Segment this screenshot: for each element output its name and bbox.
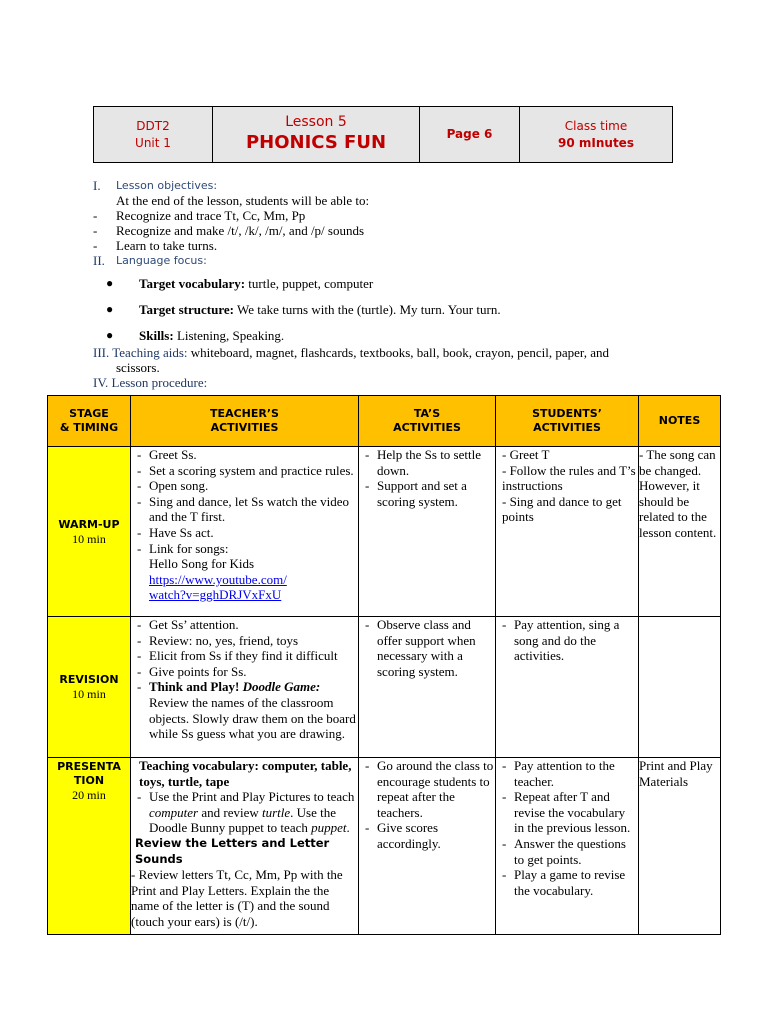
ta-activities-presentation: - Go around the class to encourage students to repeat after the teachers. - Give scores accordingly. xyxy=(359,758,496,935)
col-stage: STAGE & TIMING xyxy=(48,396,131,447)
bullet-icon: ● xyxy=(106,328,114,342)
header-class-time-value: 90 mInutes xyxy=(558,135,634,150)
teacher-activities-revision: - Get Ss’ attention. - Review: no, yes, friend, toys - Elicit from Ss if they find it difficult - Give points for Ss. - Think and Play! Doodle Game: Review the names of the classroom objects. Slowly draw them on the board while Ss guess what you are drawing. xyxy=(131,617,359,758)
stage-warmup: WARM-UP 10 min xyxy=(48,447,131,617)
notes-revision xyxy=(639,617,721,758)
col-notes: NOTES xyxy=(639,396,721,447)
students-activities-revision: - Pay attention, sing a song and do the activities. xyxy=(496,617,639,758)
song-link[interactable]: https://www.youtube.com/ watch?v=gghDRJVxFxU xyxy=(149,571,287,603)
header-title: PHONICS FUN xyxy=(245,132,387,153)
stage-revision: REVISION 10 min xyxy=(48,617,131,758)
section-4-title: IV. Lesson procedure: xyxy=(93,375,208,390)
col-students: STUDENTS’ ACTIVITIES xyxy=(496,396,639,447)
header-unit: Unit 1 xyxy=(135,135,171,150)
students-activities-presentation: - Pay attention to the teacher. - Repeat after T and revise the vocabulary in the previous lesson. - Answer the questions to get points. - Play a game to revise the vocabulary. xyxy=(496,758,639,935)
col-ta: TA’S ACTIVITIES xyxy=(359,396,496,447)
focus-structure: ● Target structure: We take turns with the (turtle). My turn. Your turn. xyxy=(106,302,501,317)
focus-skills: ● Skills: Listening, Speaking. xyxy=(106,328,285,343)
teacher-activities-warmup: - Greet Ss. - Set a scoring system and practice rules. - Open song. - Sing and dance, let Ss watch the video and the T first. - Have Ss act. - Link for songs: Hello Song for Kids https://www.youtube.com/ watch?v=gghDRJVxFxU xyxy=(131,447,359,617)
stage-presentation: PRESENTA TION 20 min xyxy=(48,758,131,935)
objective-item: Learn to take turns. xyxy=(116,238,218,253)
students-activities-warmup: - Greet T - Follow the rules and T’s instructions - Sing and dance to get points xyxy=(496,447,639,617)
table-header-row xyxy=(48,396,721,447)
section-2-number: II. xyxy=(93,253,105,268)
lesson-outline: I. Lesson objectives: At the end of the lesson, students will be able to: - Recognize and trace Tt, Cc, Mm, Pp - Recognize and make /t/, /k/, /m/, and /p/ sounds - Learn to take turns. II. Language focus: ● Target vocabulary: turtle, puppet, computer ● Target structure: We take turns with the (turtle). My turn. Your turn. ● Skills: Listening, Speaking. III. Teaching aids: whiteboard, magnet, flashcards, textbooks, ball, book, crayon, pencil, paper, and scissors. IV. Lesson procedure: xyxy=(93,178,713,390)
objectives-intro: At the end of the lesson, students will be able to: xyxy=(116,193,370,208)
section-2-title: Language focus: xyxy=(116,254,207,267)
table-row xyxy=(48,617,721,758)
procedure-table xyxy=(47,395,721,935)
teaching-aids: whiteboard, magnet, flashcards, textbooks, ball, book, crayon, pencil, paper, and xyxy=(187,345,610,360)
focus-vocabulary: ● Target vocabulary: turtle, puppet, computer xyxy=(106,276,374,291)
notes-warmup: - The song can be changed. However, it should be related to the lesson content. xyxy=(639,447,721,617)
section-3-title: III. Teaching aids: xyxy=(93,345,188,360)
header-class-time-label: Class time xyxy=(564,118,628,133)
ta-activities-revision: - Observe class and offer support when necessary with a scoring system. xyxy=(359,617,496,758)
ta-activities-warmup: - Help the Ss to settle down. - Support and set a scoring system. xyxy=(359,447,496,617)
header-title-cell xyxy=(213,107,420,163)
bullet-icon: ● xyxy=(106,276,114,290)
header-lesson: Lesson 5 xyxy=(285,114,347,130)
bullet-icon: ● xyxy=(106,302,114,316)
section-1-number: I. xyxy=(93,178,101,193)
objective-item: Recognize and trace Tt, Cc, Mm, Pp xyxy=(116,208,306,223)
section-1-title: Lesson objectives: xyxy=(116,179,218,192)
header-level: DDT2 xyxy=(136,118,170,133)
col-teacher: TEACHER’S ACTIVITIES xyxy=(131,396,359,447)
header-level-cell xyxy=(94,107,213,163)
header-class-time-cell xyxy=(520,107,673,163)
teacher-activities-presentation: Teaching vocabulary: computer, table, toys, turtle, tape - Use the Print and Play Pictures to teach computer and review turtle. Use the Doodle Bunny puppet to teach puppet. Review the Letters and Letter Sounds - Review letters Tt, Cc, Mm, Pp with the Print and Play Letters. Explain the the name of the letter is (T) and the sound (touch your ears) is (/t/). xyxy=(131,758,359,935)
table-row xyxy=(48,447,721,617)
lesson-header xyxy=(93,106,673,163)
notes-presentation: Print and Play Materials xyxy=(639,758,721,935)
objective-item: Recognize and make /t/, /k/, /m/, and /p/ sounds xyxy=(116,223,365,238)
table-row xyxy=(48,758,721,935)
teaching-aids-cont: scissors. xyxy=(116,360,160,375)
header-page: Page 6 xyxy=(420,107,520,163)
